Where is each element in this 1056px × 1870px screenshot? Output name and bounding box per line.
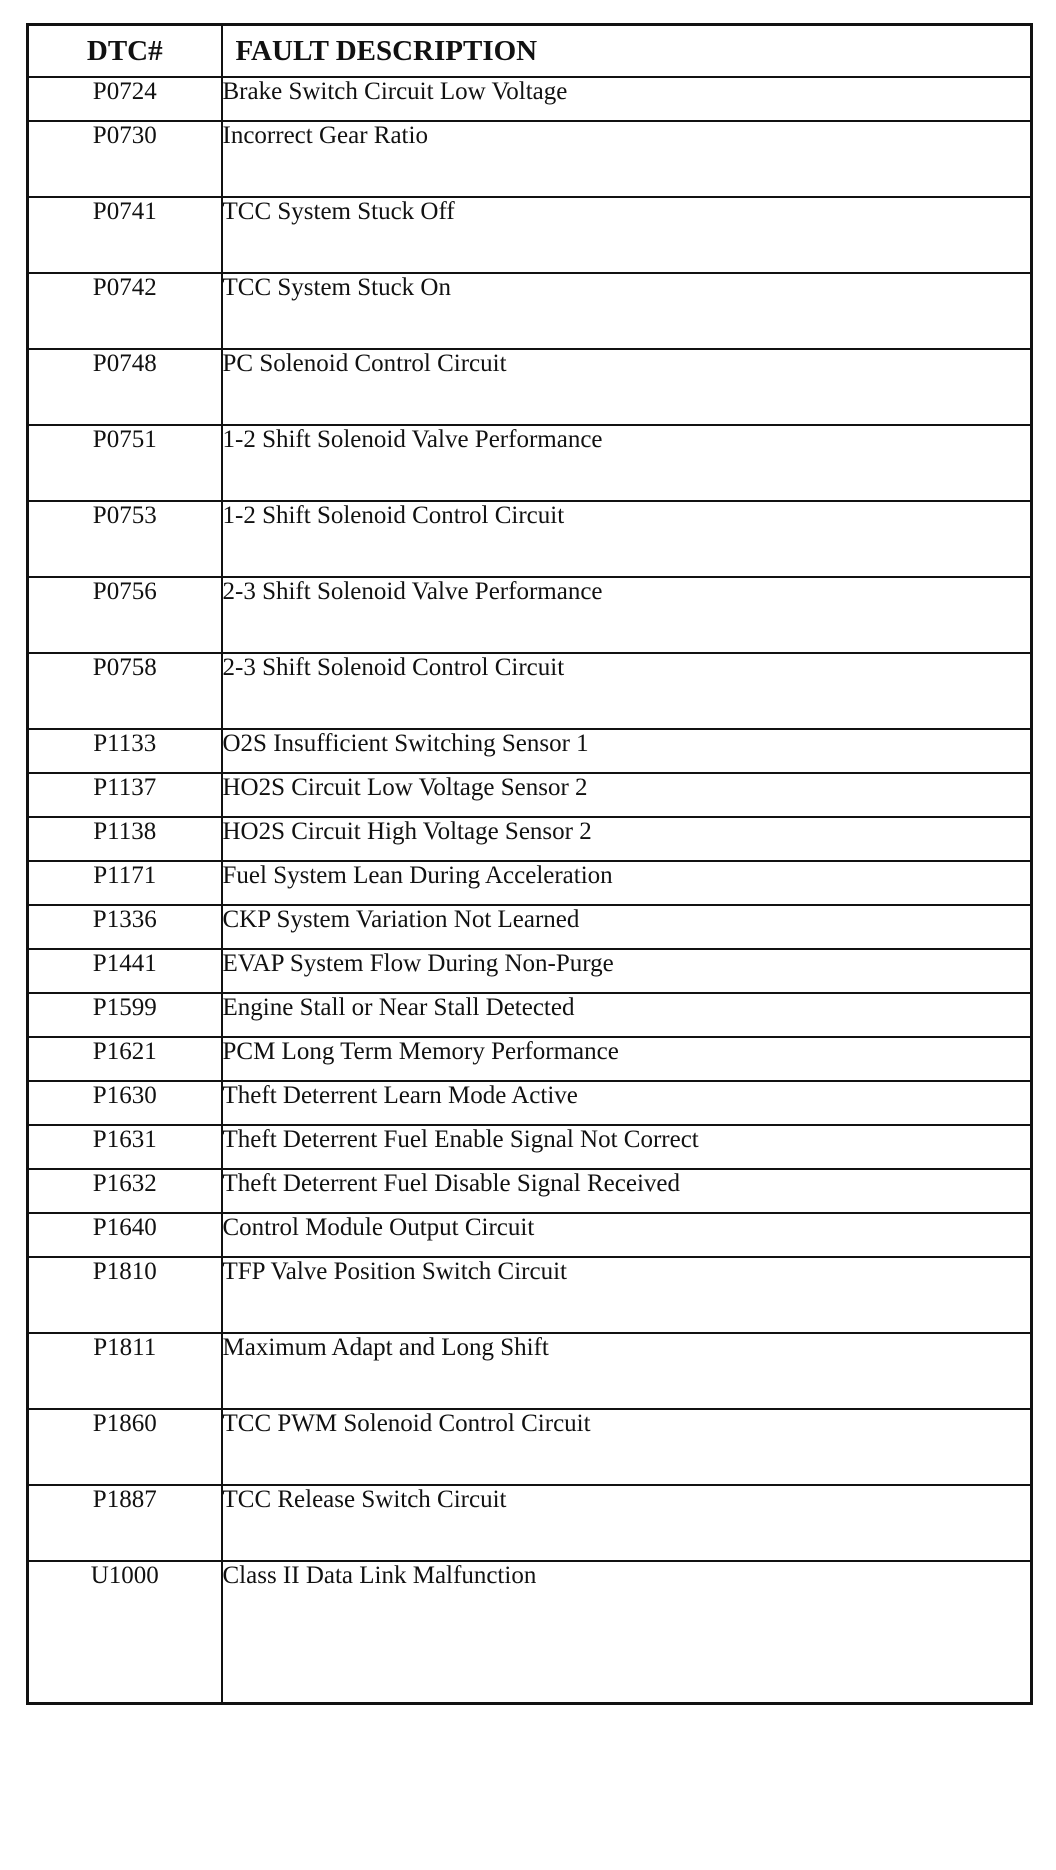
fault-description-cell: HO2S Circuit Low Voltage Sensor 2 <box>222 773 1032 817</box>
dtc-code-cell: P1810 <box>28 1257 222 1333</box>
dtc-code-cell: P0730 <box>28 121 222 197</box>
fault-description-cell: Theft Deterrent Fuel Disable Signal Received <box>222 1169 1032 1213</box>
fault-description-cell: Class II Data Link Malfunction <box>222 1561 1032 1704</box>
fault-description-cell: Engine Stall or Near Stall Detected <box>222 993 1032 1037</box>
table-row <box>28 729 1032 773</box>
fault-description-cell: O2S Insufficient Switching Sensor 1 <box>222 729 1032 773</box>
table-row <box>28 905 1032 949</box>
table-row <box>28 1409 1032 1485</box>
fault-description-cell: TCC PWM Solenoid Control Circuit <box>222 1409 1032 1485</box>
table-row <box>28 1485 1032 1561</box>
table-row <box>28 773 1032 817</box>
table-row <box>28 1561 1032 1704</box>
table-row <box>28 273 1032 349</box>
table-row <box>28 349 1032 425</box>
dtc-code-cell: U1000 <box>28 1561 222 1704</box>
dtc-code-cell: P0753 <box>28 501 222 577</box>
dtc-code-cell: P1630 <box>28 1081 222 1125</box>
dtc-code-cell: P0748 <box>28 349 222 425</box>
dtc-code-cell: P0741 <box>28 197 222 273</box>
header-dtc-code: DTC# <box>28 25 222 78</box>
dtc-code-cell: P1621 <box>28 1037 222 1081</box>
fault-description-cell: 2-3 Shift Solenoid Control Circuit <box>222 653 1032 729</box>
table-row <box>28 1081 1032 1125</box>
dtc-code-cell: P0724 <box>28 77 222 121</box>
dtc-code-cell: P1632 <box>28 1169 222 1213</box>
fault-description-cell: Fuel System Lean During Acceleration <box>222 861 1032 905</box>
dtc-code-cell: P1599 <box>28 993 222 1037</box>
dtc-table <box>26 23 1033 1705</box>
dtc-code-cell: P1811 <box>28 1333 222 1409</box>
table-row <box>28 1125 1032 1169</box>
table-row <box>28 653 1032 729</box>
fault-description-cell: Control Module Output Circuit <box>222 1213 1032 1257</box>
fault-description-cell: CKP System Variation Not Learned <box>222 905 1032 949</box>
fault-description-cell: Incorrect Gear Ratio <box>222 121 1032 197</box>
fault-description-cell: Brake Switch Circuit Low Voltage <box>222 77 1032 121</box>
fault-description-cell: 2-3 Shift Solenoid Valve Performance <box>222 577 1032 653</box>
dtc-code-cell: P0758 <box>28 653 222 729</box>
table-row <box>28 949 1032 993</box>
fault-description-cell: EVAP System Flow During Non-Purge <box>222 949 1032 993</box>
table-row <box>28 817 1032 861</box>
fault-description-cell: Theft Deterrent Learn Mode Active <box>222 1081 1032 1125</box>
table-row <box>28 993 1032 1037</box>
dtc-code-cell: P0756 <box>28 577 222 653</box>
table-row <box>28 1333 1032 1409</box>
fault-description-cell: 1-2 Shift Solenoid Control Circuit <box>222 501 1032 577</box>
dtc-code-cell: P1441 <box>28 949 222 993</box>
table-row <box>28 1037 1032 1081</box>
table-row <box>28 425 1032 501</box>
dtc-code-cell: P1171 <box>28 861 222 905</box>
dtc-code-cell: P1640 <box>28 1213 222 1257</box>
table-row <box>28 1257 1032 1333</box>
dtc-table-container <box>26 23 1030 1705</box>
header-fault-description: FAULT DESCRIPTION <box>222 25 1032 78</box>
fault-description-cell: TFP Valve Position Switch Circuit <box>222 1257 1032 1333</box>
dtc-code-cell: P1887 <box>28 1485 222 1561</box>
fault-description-cell: TCC System Stuck On <box>222 273 1032 349</box>
table-row <box>28 77 1032 121</box>
fault-description-cell: TCC Release Switch Circuit <box>222 1485 1032 1561</box>
dtc-code-cell: P1631 <box>28 1125 222 1169</box>
table-row <box>28 121 1032 197</box>
table-header-row <box>28 25 1032 78</box>
table-row <box>28 861 1032 905</box>
dtc-code-cell: P0742 <box>28 273 222 349</box>
fault-description-cell: PCM Long Term Memory Performance <box>222 1037 1032 1081</box>
table-row <box>28 1213 1032 1257</box>
fault-description-cell: 1-2 Shift Solenoid Valve Performance <box>222 425 1032 501</box>
fault-description-cell: PC Solenoid Control Circuit <box>222 349 1032 425</box>
dtc-code-cell: P1336 <box>28 905 222 949</box>
table-body <box>28 77 1032 1704</box>
dtc-code-cell: P1137 <box>28 773 222 817</box>
dtc-code-cell: P1133 <box>28 729 222 773</box>
table-row <box>28 1169 1032 1213</box>
fault-description-cell: Maximum Adapt and Long Shift <box>222 1333 1032 1409</box>
fault-description-cell: HO2S Circuit High Voltage Sensor 2 <box>222 817 1032 861</box>
dtc-code-cell: P1138 <box>28 817 222 861</box>
dtc-code-cell: P0751 <box>28 425 222 501</box>
table-row <box>28 197 1032 273</box>
table-row <box>28 577 1032 653</box>
table-row <box>28 501 1032 577</box>
dtc-code-cell: P1860 <box>28 1409 222 1485</box>
fault-description-cell: TCC System Stuck Off <box>222 197 1032 273</box>
fault-description-cell: Theft Deterrent Fuel Enable Signal Not Correct <box>222 1125 1032 1169</box>
